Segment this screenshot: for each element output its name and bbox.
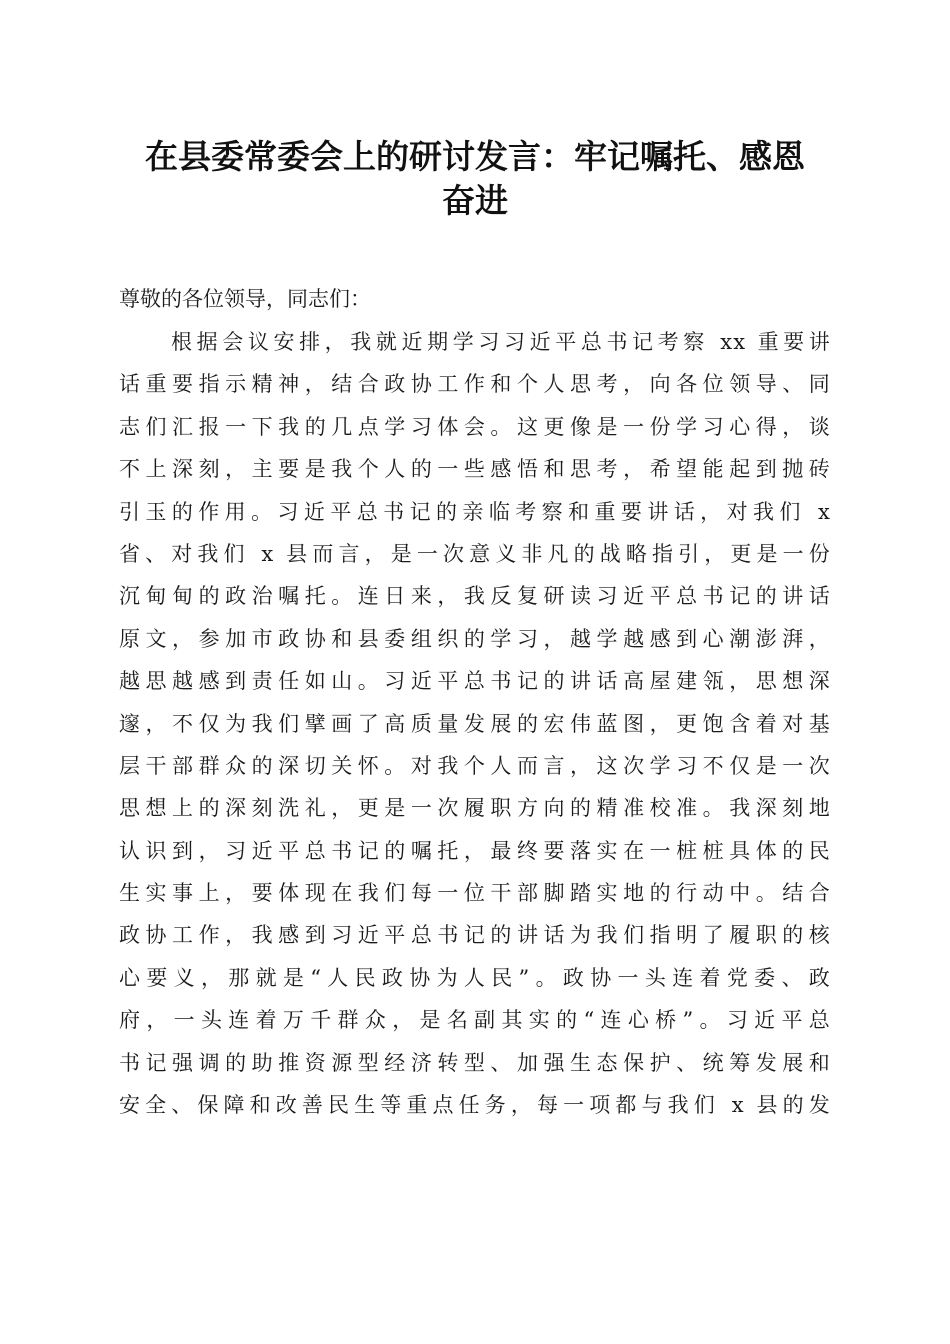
body-line: 邃，不仅为我们擘画了高质量发展的宏伟蓝图，更饱含着对基 (119, 711, 831, 736)
body-line: 书记强调的助推资源型经济转型、加强生态保护、统筹发展和 (119, 1050, 831, 1075)
body-line: 志们汇报一下我的几点学习体会。这更像是一份学习心得，谈 (119, 414, 831, 439)
body-line: 沉甸甸的政治嘱托。连日来，我反复研读习近平总书记的讲话 (119, 584, 831, 609)
body-line: 话重要指示精神，结合政协工作和个人思考，向各位领导、同 (119, 372, 831, 397)
body-line: 越思越感到责任如山。习近平总书记的讲话高屋建瓴，思想深 (119, 669, 831, 694)
body-line: 层干部群众的深切关怀。对我个人而言，这次学习不仅是一次 (119, 753, 831, 778)
body-line: 政协工作，我感到习近平总书记的讲话为我们指明了履职的核 (119, 923, 831, 948)
body-line: 不上深刻，主要是我个人的一些感悟和思考，希望能起到抛砖 (119, 457, 831, 482)
title-line: 在县委常委会上的研讨发言：牢记嘱托、感恩 (145, 137, 805, 176)
document-title (118, 135, 832, 223)
body-line: 府，一头连着万千群众，是名副其实的“连心桥”。习近平总 (119, 1008, 831, 1033)
body-paragraph (119, 321, 831, 1126)
body-line: 心要义，那就是“人民政协为人民”。政协一头连着党委、政 (119, 965, 831, 990)
body-line: 生实事上，要体现在我们每一位干部脚踏实地的行动中。结合 (119, 881, 831, 906)
salutation: 尊敬的各位领导，同志们： (119, 287, 371, 311)
title-line: 奋进 (442, 181, 508, 220)
body-line: 引玉的作用。习近平总书记的亲临考察和重要讲话，对我们 x (119, 499, 831, 524)
body-line: 认识到，习近平总书记的嘱托，最终要落实在一桩桩具体的民 (119, 838, 831, 863)
body-line: 原文，参加市政协和县委组织的学习，越学越感到心潮澎湃， (119, 626, 831, 651)
body-line: 思想上的深刻洗礼，更是一次履职方向的精准校准。我深刻地 (119, 796, 831, 821)
body-line: 省、对我们 x 县而言，是一次意义非凡的战略指引，更是一份 (119, 541, 831, 566)
body-line: 根据会议安排，我就近期学习习近平总书记考察 xx 重要讲 (171, 330, 831, 354)
body-line: 安全、保障和改善民生等重点任务，每一项都与我们 x 县的发 (119, 1093, 831, 1118)
